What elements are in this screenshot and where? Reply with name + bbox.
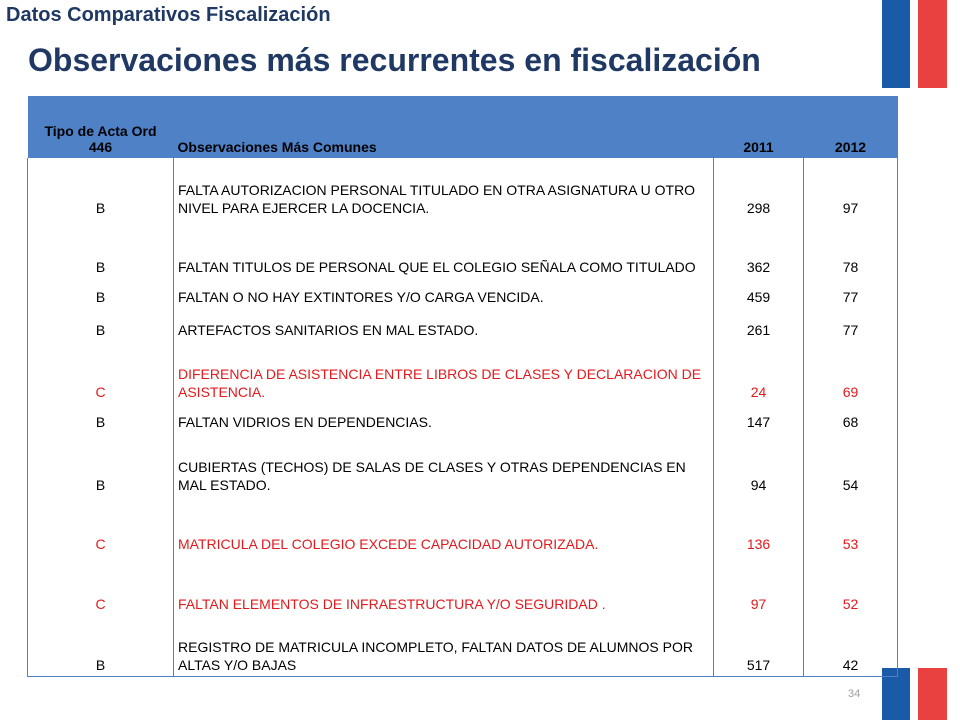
cell-observation: REGISTRO DE MATRICULA INCOMPLETO, FALTAN DATOS DE ALUMNOS POR ALTAS Y/O BAJAS <box>174 615 714 677</box>
column-header-2012: 2012 <box>804 96 898 158</box>
cell-2012: 77 <box>804 278 898 308</box>
cell-observation: FALTAN O NO HAY EXTINTORES Y/O CARGA VENCIDA. <box>174 278 714 308</box>
cell-type: C <box>28 555 174 615</box>
cell-2011: 97 <box>714 555 804 615</box>
table-row <box>28 496 898 555</box>
table-row <box>28 308 898 341</box>
cell-observation: ARTEFACTOS SANITARIOS EN MAL ESTADO. <box>174 308 714 341</box>
flag-red-band <box>918 668 947 720</box>
cell-2012: 78 <box>804 219 898 278</box>
table-row <box>28 433 898 496</box>
column-header-type: Tipo de Acta Ord 446 <box>28 96 174 158</box>
cell-type: B <box>28 403 174 433</box>
cell-2011: 24 <box>714 341 804 403</box>
column-header-2011: 2011 <box>714 96 804 158</box>
table-row <box>28 403 898 433</box>
cell-type: C <box>28 341 174 403</box>
cell-observation: FALTAN VIDRIOS EN DEPENDENCIAS. <box>174 403 714 433</box>
table-row <box>28 341 898 403</box>
page-number: 34 <box>848 688 861 700</box>
page-title: Observaciones más recurrentes en fiscalización <box>28 42 761 78</box>
cell-type: B <box>28 308 174 341</box>
table-header-row <box>28 96 898 158</box>
cell-2012: 52 <box>804 555 898 615</box>
cell-observation: DIFERENCIA DE ASISTENCIA ENTRE LIBROS DE CLASES Y DECLARACION DE ASISTENCIA. <box>174 341 714 403</box>
cell-type: B <box>28 615 174 677</box>
table-row <box>28 278 898 308</box>
cell-2012: 68 <box>804 403 898 433</box>
table-row <box>28 158 898 219</box>
cell-2012: 54 <box>804 433 898 496</box>
cell-observation: FALTAN ELEMENTOS DE INFRAESTRUCTURA Y/O SEGURIDAD . <box>174 555 714 615</box>
cell-2011: 362 <box>714 219 804 278</box>
section-title: Datos Comparativos Fiscalización <box>6 4 331 26</box>
cell-observation: MATRICULA DEL COLEGIO EXCEDE CAPACIDAD AUTORIZADA. <box>174 496 714 555</box>
cell-2011: 136 <box>714 496 804 555</box>
cell-observation: CUBIERTAS (TECHOS) DE SALAS DE CLASES Y OTRAS DEPENDENCIAS EN MAL ESTADO. <box>174 433 714 496</box>
cell-2012: 77 <box>804 308 898 341</box>
cell-observation: FALTAN TITULOS DE PERSONAL QUE EL COLEGIO SEÑALA COMO TITULADO <box>174 219 714 278</box>
table-row <box>28 615 898 677</box>
cell-type: B <box>28 278 174 308</box>
cell-2011: 261 <box>714 308 804 341</box>
flag-red-band <box>918 0 947 88</box>
cell-observation: FALTA AUTORIZACION PERSONAL TITULADO EN OTRA ASIGNATURA U OTRO NIVEL PARA EJERCER LA DOCENCIA. <box>174 158 714 219</box>
cell-type: B <box>28 219 174 278</box>
cell-2011: 147 <box>714 403 804 433</box>
cell-type: C <box>28 496 174 555</box>
table-row <box>28 219 898 278</box>
chile-flag-logo-top <box>882 0 947 88</box>
column-header-observation: Observaciones Más Comunes <box>174 96 714 158</box>
cell-2012: 97 <box>804 158 898 219</box>
table-row <box>28 555 898 615</box>
observations-table <box>27 96 898 677</box>
cell-2011: 517 <box>714 615 804 677</box>
cell-2011: 298 <box>714 158 804 219</box>
cell-type: B <box>28 158 174 219</box>
cell-2011: 459 <box>714 278 804 308</box>
cell-2012: 53 <box>804 496 898 555</box>
cell-2012: 69 <box>804 341 898 403</box>
cell-type: B <box>28 433 174 496</box>
cell-2011: 94 <box>714 433 804 496</box>
cell-2012: 42 <box>804 615 898 677</box>
flag-blue-band <box>882 0 910 88</box>
